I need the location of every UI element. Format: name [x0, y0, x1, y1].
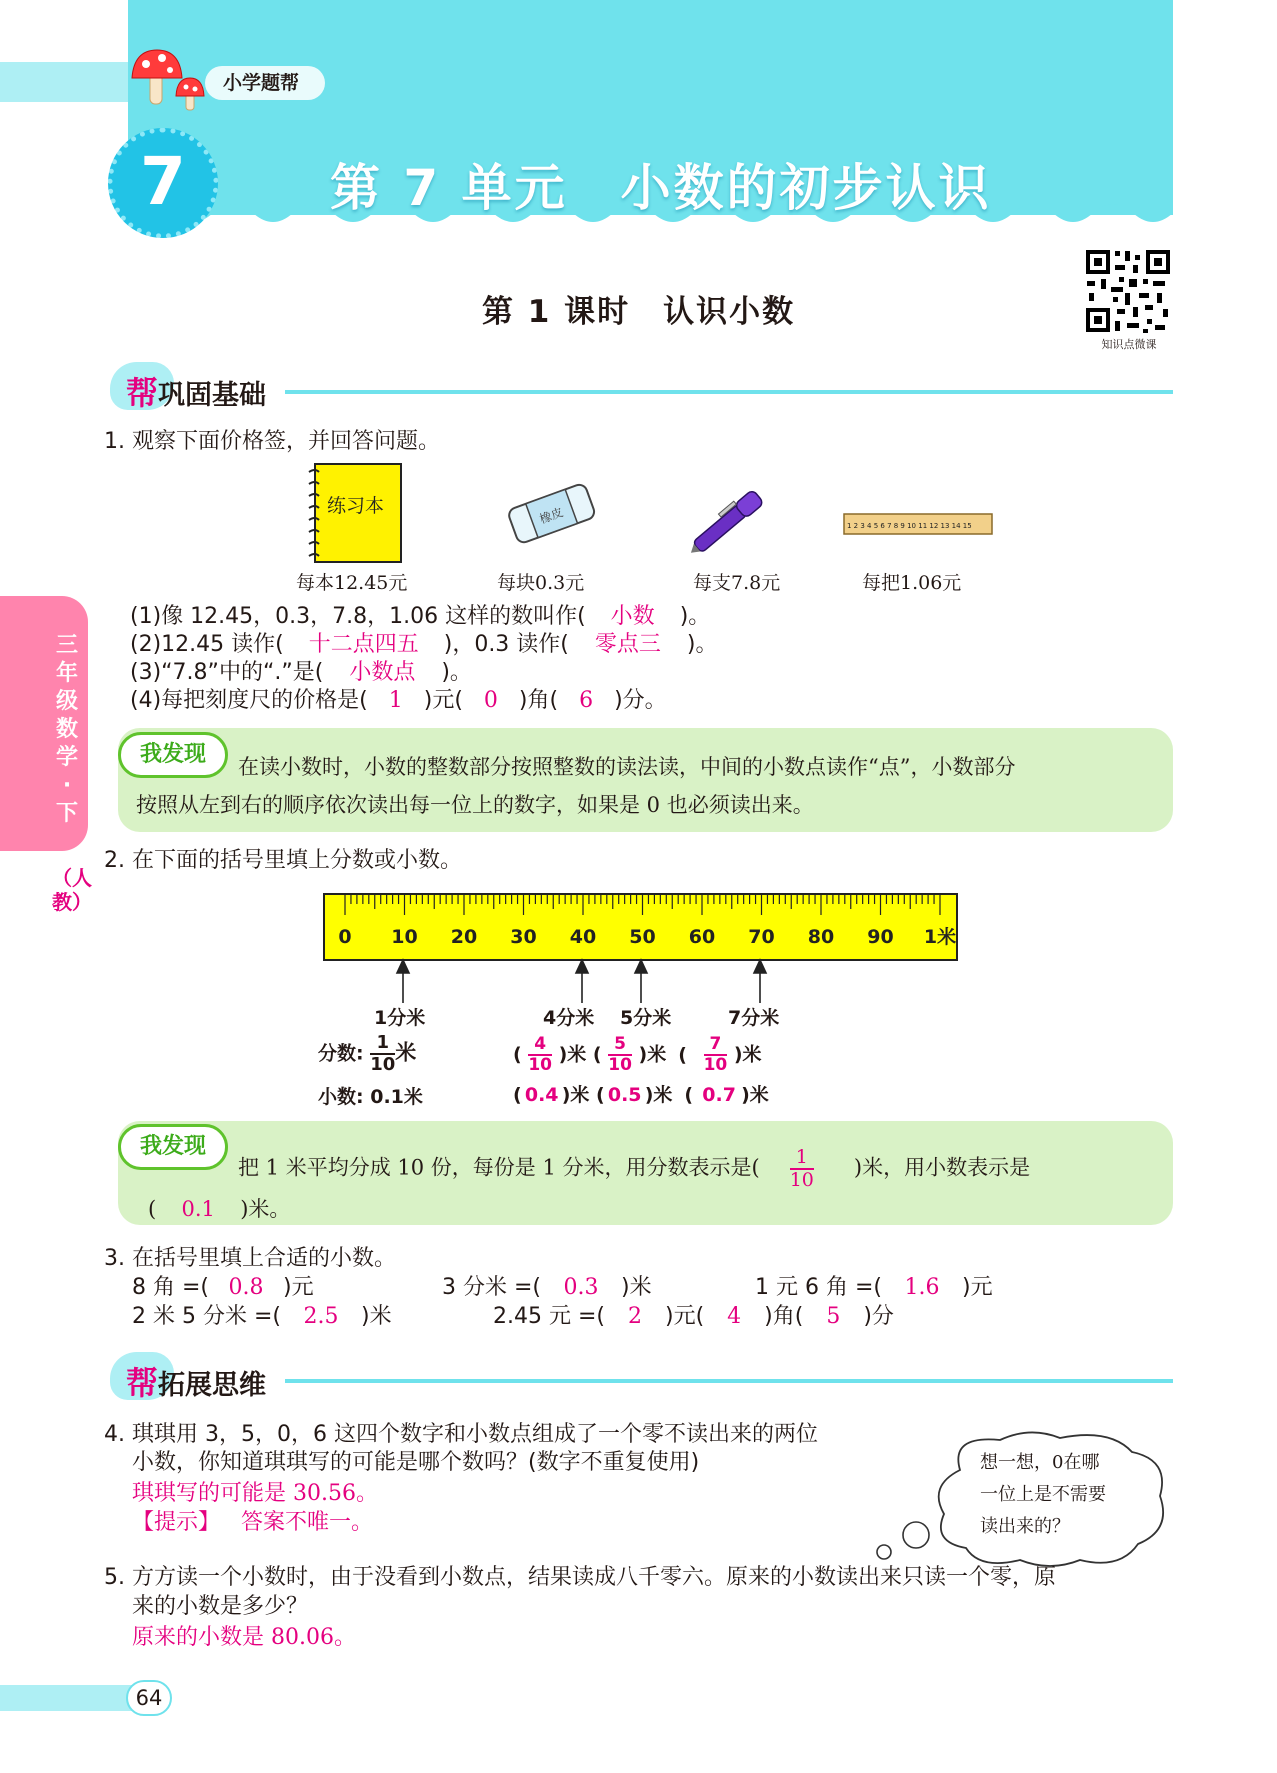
price-tag-pen: 每支7.8元: [693, 572, 781, 594]
q3-row1-item2: 3 分米 =( 0.3 )米: [442, 1275, 652, 1300]
section-title-text: 拓展思维: [158, 1370, 267, 1401]
q5-line2: 来的小数是多少？: [132, 1594, 309, 1619]
eraser-label: 橡皮: [537, 505, 566, 527]
q1-sub1: (1)像 12.45，0.3，7.8，1.06 这样的数叫作( 小数 )。: [130, 604, 711, 629]
section-bang: 帮: [126, 1364, 159, 1402]
ruler-pointers: [323, 955, 958, 1005]
answer-q3-b[interactable]: 0.3: [563, 1275, 599, 1300]
price-tag-ruler: 每把1.06元: [862, 572, 962, 594]
q1-stem: 1. 观察下面价格签，并回答问题。: [104, 429, 440, 454]
notebook-icon: [305, 460, 405, 566]
answer-q3-e-jiao[interactable]: 4: [727, 1304, 742, 1329]
ruler-tick-label: 60: [688, 926, 716, 948]
answer-q5[interactable]: 原来的小数是 80.06。: [132, 1625, 356, 1650]
brand-label: 小学题帮: [205, 66, 325, 100]
section-divider: [285, 390, 1173, 394]
ruler-tick-label: 90: [867, 926, 894, 948]
ruler-tick-label: 80: [807, 926, 835, 948]
ruler-tick-label: 30: [510, 926, 537, 948]
q1-sub3: (3)“7.8”中的“.”是( 小数点 )。: [130, 660, 472, 685]
ruler-tick-label: 10: [391, 926, 418, 948]
section-title-extension: [126, 1358, 266, 1404]
qr-code-icon[interactable]: [1083, 247, 1173, 335]
lesson-title: 第 1 课时 认识小数: [482, 294, 796, 330]
ruler-tick-label: 0: [338, 926, 352, 948]
pointer-label-7dm: 7分米: [728, 1007, 780, 1029]
answer-frac-4-10[interactable]: $\frac{4}{10}$: [528, 1034, 552, 1075]
q4-line1: 4. 琪琪用 3，5，0，6 这四个数字和小数点组成了一个零不读出来的两位: [104, 1422, 818, 1447]
notebook-label: 练习本: [327, 495, 385, 517]
pointer-label-4dm: 4分米: [543, 1007, 595, 1029]
q3-stem: 3. 在括号里填上合适的小数。: [104, 1246, 396, 1271]
decimal-row-answers: ( 0.4 )米 ( 0.5 )米 ( 0.7 )米: [513, 1084, 769, 1106]
answer-q1-4-fen[interactable]: 6: [579, 688, 594, 713]
discovery-text-1-line2: 按照从左到右的顺序依次读出每一位上的数字，如果是 0 也必须读出来。: [136, 793, 814, 817]
answer-q4[interactable]: 琪琪写的可能是 30.56。: [132, 1481, 378, 1506]
bubble-line-2: 一位上是不需要: [980, 1484, 1106, 1505]
qr-caption: 知识点微课: [1101, 338, 1157, 351]
ruler-icon-label: 1 2 3 4 5 6 7 8 9 10 11 12 13 14 15: [847, 522, 972, 530]
answer-q1-2a[interactable]: 十二点四五: [308, 632, 419, 657]
bubble-line-3: 读出来的？: [980, 1516, 1070, 1537]
answer-q1-2b[interactable]: 零点三: [594, 632, 661, 657]
answer-q3-d[interactable]: 2.5: [303, 1304, 339, 1329]
ruler-tick-label: 20: [450, 926, 478, 948]
unit-title: 第 7 单元 小数的初步认识: [330, 159, 992, 217]
q3-row1-item1: 8 角 =( 0.8 )元: [132, 1275, 314, 1300]
ruler-tick-label: 1米: [923, 926, 957, 948]
ruler-icon: [843, 512, 993, 536]
answer-find-fraction[interactable]: $\frac{1}{10}$: [789, 1146, 814, 1191]
section-title-text: 巩固基础: [158, 380, 267, 411]
answer-q3-e-fen[interactable]: 5: [826, 1304, 841, 1329]
hint-text: 答案不唯一。: [241, 1510, 374, 1535]
answer-frac-7-10[interactable]: $\frac{7}{10}$: [703, 1034, 728, 1075]
pen-icon: [685, 480, 775, 560]
side-tab-grade: 三年级数学·下: [55, 633, 78, 826]
fraction-label: 分数:: [318, 1042, 364, 1065]
discovery-text-1-line1: 在读小数时，小数的整数部分按照整数的读法读，中间的小数点读作“点”，小数部分: [238, 755, 1016, 779]
ruler-tick-label: 50: [629, 926, 656, 948]
q3-row2-item2: 2.45 元 =( 2 )元( 4 )角( 5 )分: [493, 1304, 894, 1329]
answer-q3-c[interactable]: 1.6: [904, 1275, 940, 1300]
page-number: 64: [126, 1680, 172, 1716]
answer-q3-e-yuan[interactable]: 2: [628, 1304, 642, 1329]
decimal-label: 小数:: [318, 1086, 364, 1108]
answer-frac-5-10[interactable]: $\frac{5}{10}$: [608, 1034, 632, 1075]
unit-number-badge: 7: [108, 128, 218, 238]
q1-sub2: (2)12.45 读作( 十二点四五 )，0.3 读作( 零点三 )。: [130, 632, 718, 657]
fraction-row-answers: ( $\frac{4}{10}$ )米 ( $\frac{5}{10}$ )米 ( $\frac{7}{10}$ )米: [513, 1034, 762, 1075]
meter-ruler: [323, 893, 958, 961]
decimal-row-given: 小数: 0.1米: [318, 1086, 423, 1108]
answer-dec-0-7[interactable]: 0.7: [702, 1084, 736, 1106]
answer-dec-0-5[interactable]: 0.5: [607, 1084, 642, 1106]
discovery-text-2-line1: 把 1 米平均分成 10 份，每份是 1 分米，用分数表示是( $\frac{1}{10}$ )米，用小数表示是: [238, 1146, 1031, 1191]
discovery-badge-1: 我发现: [118, 732, 228, 778]
q5-line1: 5. 方方读一个小数时，由于没看到小数点，结果读成八千零六。原来的小数读出来只读一个零，原: [104, 1565, 1056, 1590]
page-number-bar: [0, 1685, 140, 1711]
q3-row2-item1: 2 米 5 分米 =( 2.5 )米: [132, 1304, 392, 1329]
pointer-label-5dm: 5分米: [620, 1007, 672, 1029]
eraser-icon: [500, 478, 600, 546]
q1-sub4: (4)每把刻度尺的价格是( 1 )元( 0 )角( 6 )分。: [130, 688, 667, 713]
pointer-label-1dm: 1分米: [374, 1007, 426, 1029]
section-divider: [285, 1379, 1173, 1383]
bubble-line-1: 想一想，0在哪: [980, 1452, 1100, 1473]
section-bang: 帮: [126, 374, 159, 412]
q2-stem: 2. 在下面的括号里填上分数或小数。: [104, 848, 462, 873]
answer-find-decimal[interactable]: 0.1: [181, 1197, 215, 1221]
hint-label: 【提示】: [132, 1510, 221, 1535]
discovery-badge-2: 我发现: [118, 1124, 228, 1170]
ruler-tick-label: 70: [748, 926, 775, 948]
answer-q3-a[interactable]: 0.8: [228, 1275, 264, 1300]
answer-q1-3[interactable]: 小数点: [349, 660, 416, 685]
q4-line2: 小数，你知道琪琪写的可能是哪个数吗？(数字不重复使用): [132, 1450, 700, 1475]
answer-q1-1[interactable]: 小数: [610, 604, 655, 629]
answer-q1-4-yuan[interactable]: 1: [388, 688, 403, 713]
ruler-tick-label: 40: [569, 926, 597, 948]
answer-dec-0-4[interactable]: 0.4: [524, 1084, 559, 1106]
discovery-text-2-line2: ( 0.1 )米。: [148, 1197, 291, 1221]
q3-row1-item3: 1 元 6 角 =( 1.6 )元: [755, 1275, 993, 1300]
mushroom-logo-icon: [130, 46, 212, 116]
q4-hint: [132, 1505, 373, 1536]
fraction-row-given: 分数: $\frac{1}{10}$ 米: [318, 1032, 417, 1075]
side-tab-edition: （人教）: [52, 866, 92, 914]
price-tag-eraser: 每块0.3元: [497, 572, 585, 594]
price-tag-notebook: 每本12.45元: [296, 572, 408, 594]
answer-q1-4-jiao[interactable]: 0: [483, 688, 498, 713]
section-title-basics: [126, 368, 266, 414]
